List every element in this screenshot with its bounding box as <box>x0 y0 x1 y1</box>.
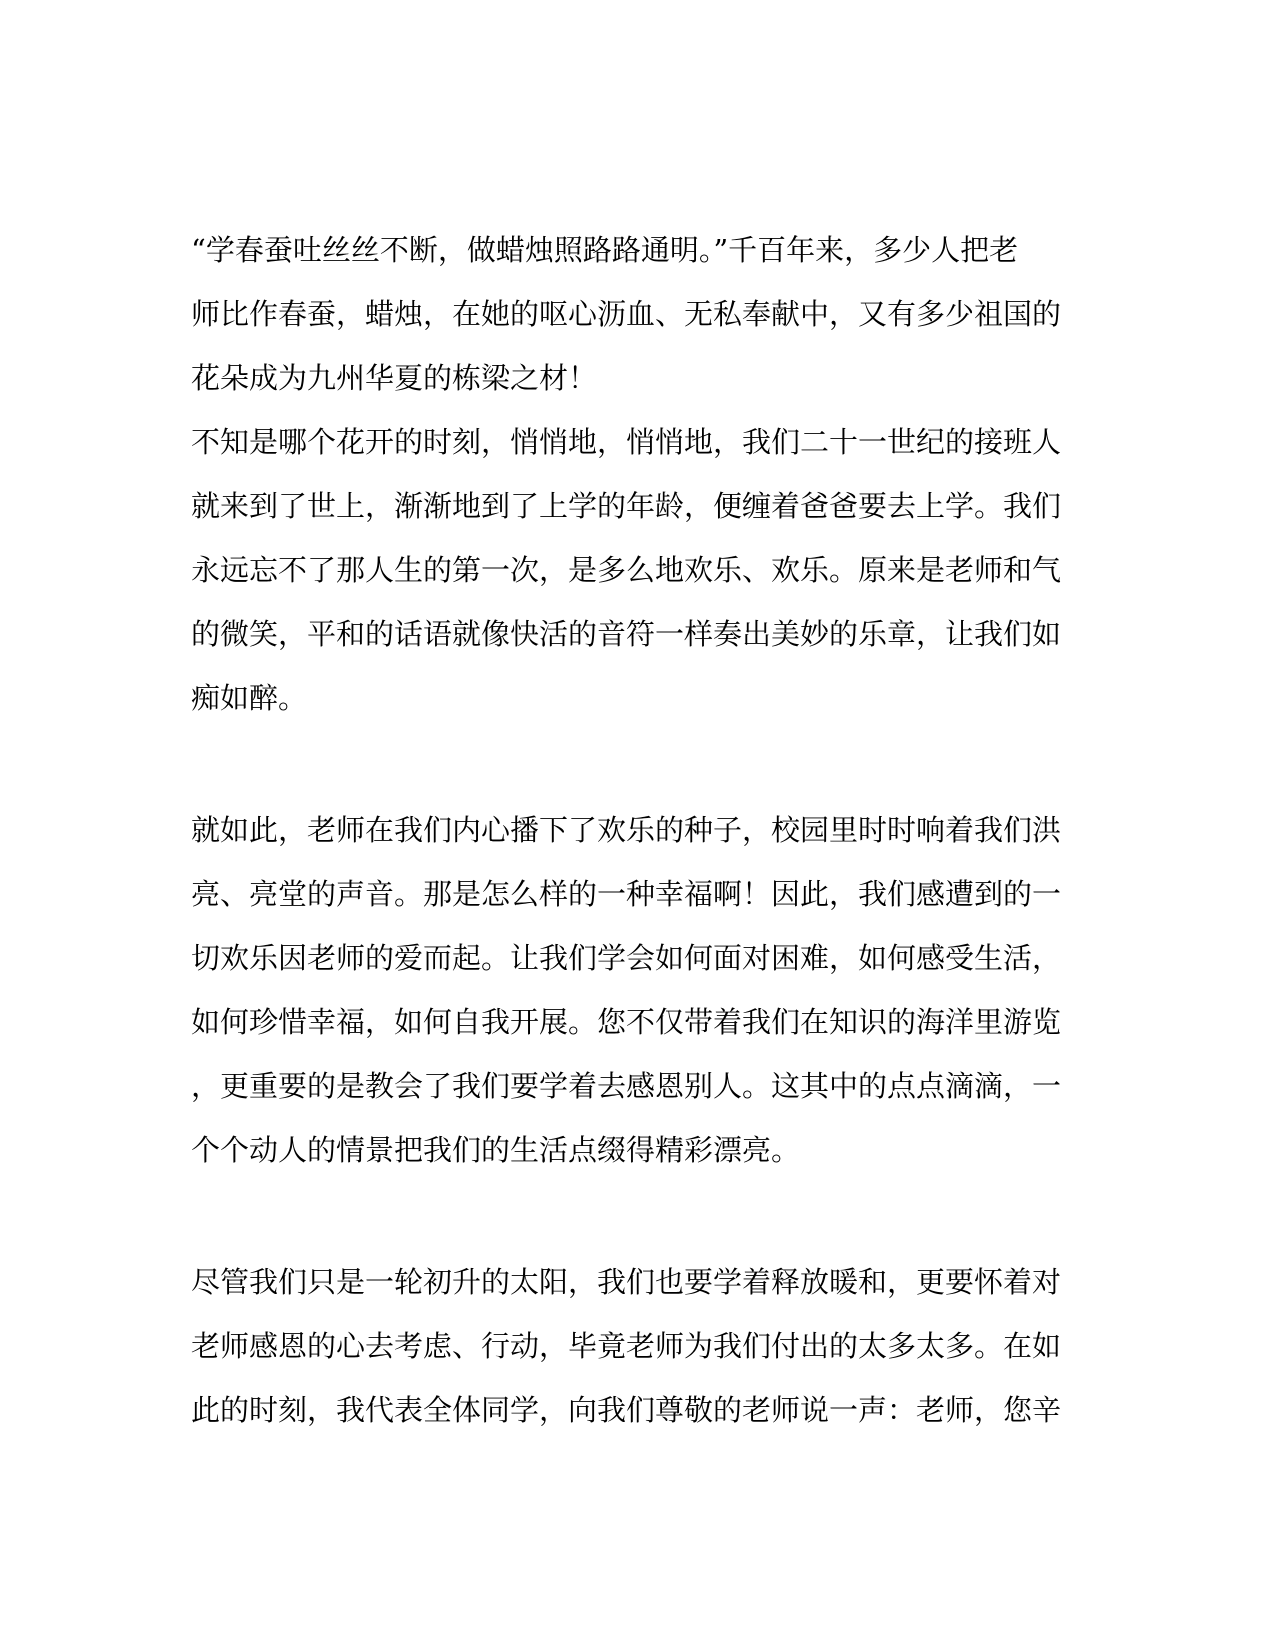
paragraph-line: 此的时刻，我代表全体同学，向我们尊敬的老师说一声：老师，您辛 <box>191 1393 1062 1427</box>
paragraph-line: 痴如醉。 <box>191 681 308 715</box>
paragraph-line: 亮、亮堂的声音。那是怎么样的一种幸福啊！因此，我们感遭到的一 <box>191 877 1062 911</box>
paragraph-1 <box>191 218 1071 410</box>
paragraph-line: “学春蚕吐丝丝不断，做蜡烛照路路通明。”千百年来，多少人把老 <box>191 233 1019 267</box>
paragraph-line: 切欢乐因老师的爱而起。让我们学会如何面对困难，如何感受生活， <box>191 941 1062 975</box>
paragraph-3 <box>191 798 1071 1182</box>
paragraph-line: 永远忘不了那人生的第一次，是多么地欢乐、欢乐。原来是老师和气 <box>191 553 1062 587</box>
paragraph-line: 师比作春蚕，蜡烛，在她的呕心沥血、无私奉献中，又有多少祖国的 <box>191 297 1062 331</box>
paragraph-line: 老师感恩的心去考虑、行动，毕竟老师为我们付出的太多太多。在如 <box>191 1329 1062 1363</box>
paragraph-line: ，更重要的是教会了我们要学着去感恩别人。这其中的点点滴滴，一 <box>191 1069 1062 1103</box>
paragraph-line: 的微笑，平和的话语就像快活的音符一样奏出美妙的乐章，让我们如 <box>191 617 1062 651</box>
paragraph-line: 花朵成为九州华夏的栋梁之材！ <box>191 361 598 395</box>
paragraph-line: 就如此，老师在我们内心播下了欢乐的种子，校园里时时响着我们洪 <box>191 813 1062 847</box>
paragraph-line: 如何珍惜幸福，如何自我开展。您不仅带着我们在知识的海洋里游览 <box>191 1005 1062 1039</box>
paragraph-2 <box>191 410 1071 730</box>
paragraph-4 <box>191 1250 1071 1442</box>
paragraph-line: 尽管我们只是一轮初升的太阳，我们也要学着释放暖和，更要怀着对 <box>191 1265 1062 1299</box>
paragraph-line: 不知是哪个花开的时刻，悄悄地，悄悄地，我们二十一世纪的接班人 <box>191 425 1062 459</box>
paragraph-line: 就来到了世上，渐渐地到了上学的年龄，便缠着爸爸要去上学。我们 <box>191 489 1062 523</box>
paragraph-line: 个个动人的情景把我们的生活点缀得精彩漂亮。 <box>191 1133 801 1167</box>
